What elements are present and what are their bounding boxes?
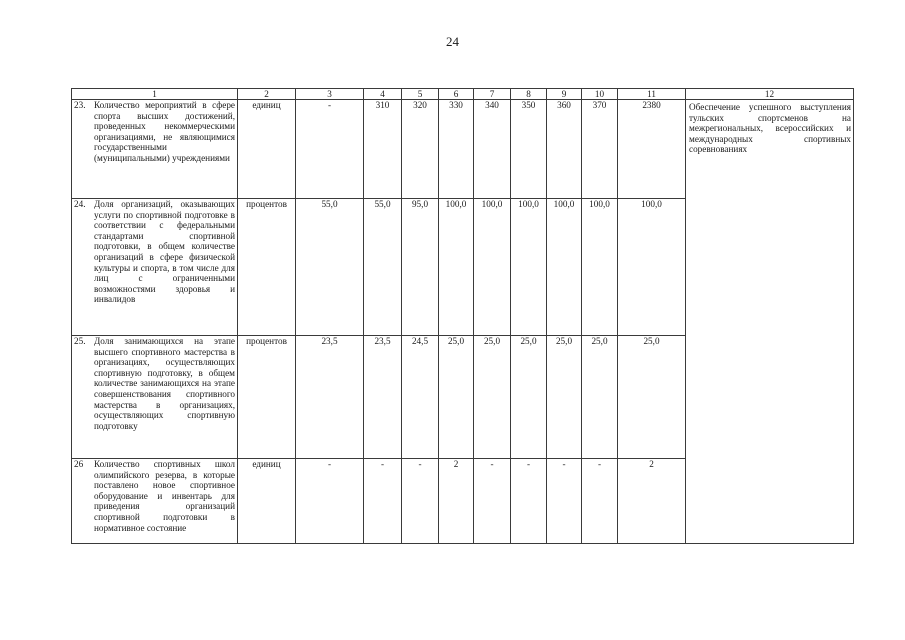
value-cell: 55,0 xyxy=(364,199,402,336)
value-cell: 100,0 xyxy=(618,199,686,336)
column-header: 8 xyxy=(511,89,547,100)
indicator-name-cell xyxy=(72,459,238,544)
value-cell: 100,0 xyxy=(547,199,582,336)
indicator-name: Доля занимающихся на этапе высшего спортивного мастерства в организациях, осуществляющих спортивную подготовку, в общем количестве занимающихся на этапе совершенствования спортивного мастерства в организациях, осуществляющих спортивную подготовку xyxy=(94,336,235,431)
column-header: 4 xyxy=(364,89,402,100)
value-cell: 25,0 xyxy=(439,336,474,459)
value-cell: 25,0 xyxy=(618,336,686,459)
indicators-table xyxy=(71,88,854,544)
goal-cell: Обеспечение успешного выступления тульских спортсменов на межрегиональных, всероссийских и международных спортивных соревнованиях xyxy=(686,100,854,544)
column-header: 12 xyxy=(686,89,854,100)
value-cell: 25,0 xyxy=(582,336,618,459)
column-header: 1 xyxy=(72,89,238,100)
column-header: 11 xyxy=(618,89,686,100)
value-cell: 95,0 xyxy=(402,199,439,336)
value-cell: 23,5 xyxy=(296,336,364,459)
value-cell: - xyxy=(511,459,547,544)
column-header: 5 xyxy=(402,89,439,100)
value-cell: 25,0 xyxy=(511,336,547,459)
value-cell: - xyxy=(474,459,511,544)
value-cell: - xyxy=(402,459,439,544)
column-header: 10 xyxy=(582,89,618,100)
column-header: 7 xyxy=(474,89,511,100)
value-cell: 310 xyxy=(364,100,402,199)
value-cell: 25,0 xyxy=(474,336,511,459)
value-cell: - xyxy=(364,459,402,544)
unit-cell: единиц xyxy=(238,100,296,199)
row-number: 26 xyxy=(74,459,84,469)
value-cell: 100,0 xyxy=(474,199,511,336)
value-cell: 24,5 xyxy=(402,336,439,459)
unit-cell: процентов xyxy=(238,336,296,459)
indicator-name: Доля организаций, оказывающих услуги по спортивной подготовке в соответствии с федеральными стандартами спортивной подготовки, в общем количестве организаций в сфере физической культуры и спорта, в том числе для лиц с ограниченными возможностями здоровья и инвалидов xyxy=(94,199,235,305)
unit-cell: процентов xyxy=(238,199,296,336)
value-cell: - xyxy=(296,100,364,199)
indicator-name: Количество мероприятий в сфере спорта высших достижений, проведенных некоммерческими организациями, не являющимися государственными (муниципальными) учреждениями xyxy=(94,100,235,163)
value-cell: 25,0 xyxy=(547,336,582,459)
value-cell: 100,0 xyxy=(582,199,618,336)
column-header: 3 xyxy=(296,89,364,100)
value-cell: - xyxy=(582,459,618,544)
value-cell: 330 xyxy=(439,100,474,199)
value-cell: 2 xyxy=(439,459,474,544)
value-cell: 100,0 xyxy=(439,199,474,336)
value-cell: 360 xyxy=(547,100,582,199)
column-header: 9 xyxy=(547,89,582,100)
indicator-name-cell xyxy=(72,100,238,199)
value-cell: 23,5 xyxy=(364,336,402,459)
value-cell: 320 xyxy=(402,100,439,199)
indicator-name-cell xyxy=(72,199,238,336)
page-number: 24 xyxy=(446,34,459,49)
value-cell: 55,0 xyxy=(296,199,364,336)
value-cell: 100,0 xyxy=(511,199,547,336)
value-cell: 2380 xyxy=(618,100,686,199)
indicator-name-cell xyxy=(72,336,238,459)
value-cell: 2 xyxy=(618,459,686,544)
unit-cell: единиц xyxy=(238,459,296,544)
header-row xyxy=(72,89,854,100)
row-number: 23. xyxy=(74,100,86,110)
value-cell: 340 xyxy=(474,100,511,199)
indicator-name: Количество спортивных школ олимпийского резерва, в которые поставлено новое спортивное оборудование и инвентарь для приведения организаций спортивной подготовки в нормативное состояние xyxy=(94,459,235,533)
value-cell: - xyxy=(547,459,582,544)
row-number: 24. xyxy=(74,199,86,209)
value-cell: 350 xyxy=(511,100,547,199)
table-row xyxy=(72,100,854,199)
column-header: 2 xyxy=(238,89,296,100)
row-number: 25. xyxy=(74,336,86,346)
column-header: 6 xyxy=(439,89,474,100)
value-cell: 370 xyxy=(582,100,618,199)
value-cell: - xyxy=(296,459,364,544)
